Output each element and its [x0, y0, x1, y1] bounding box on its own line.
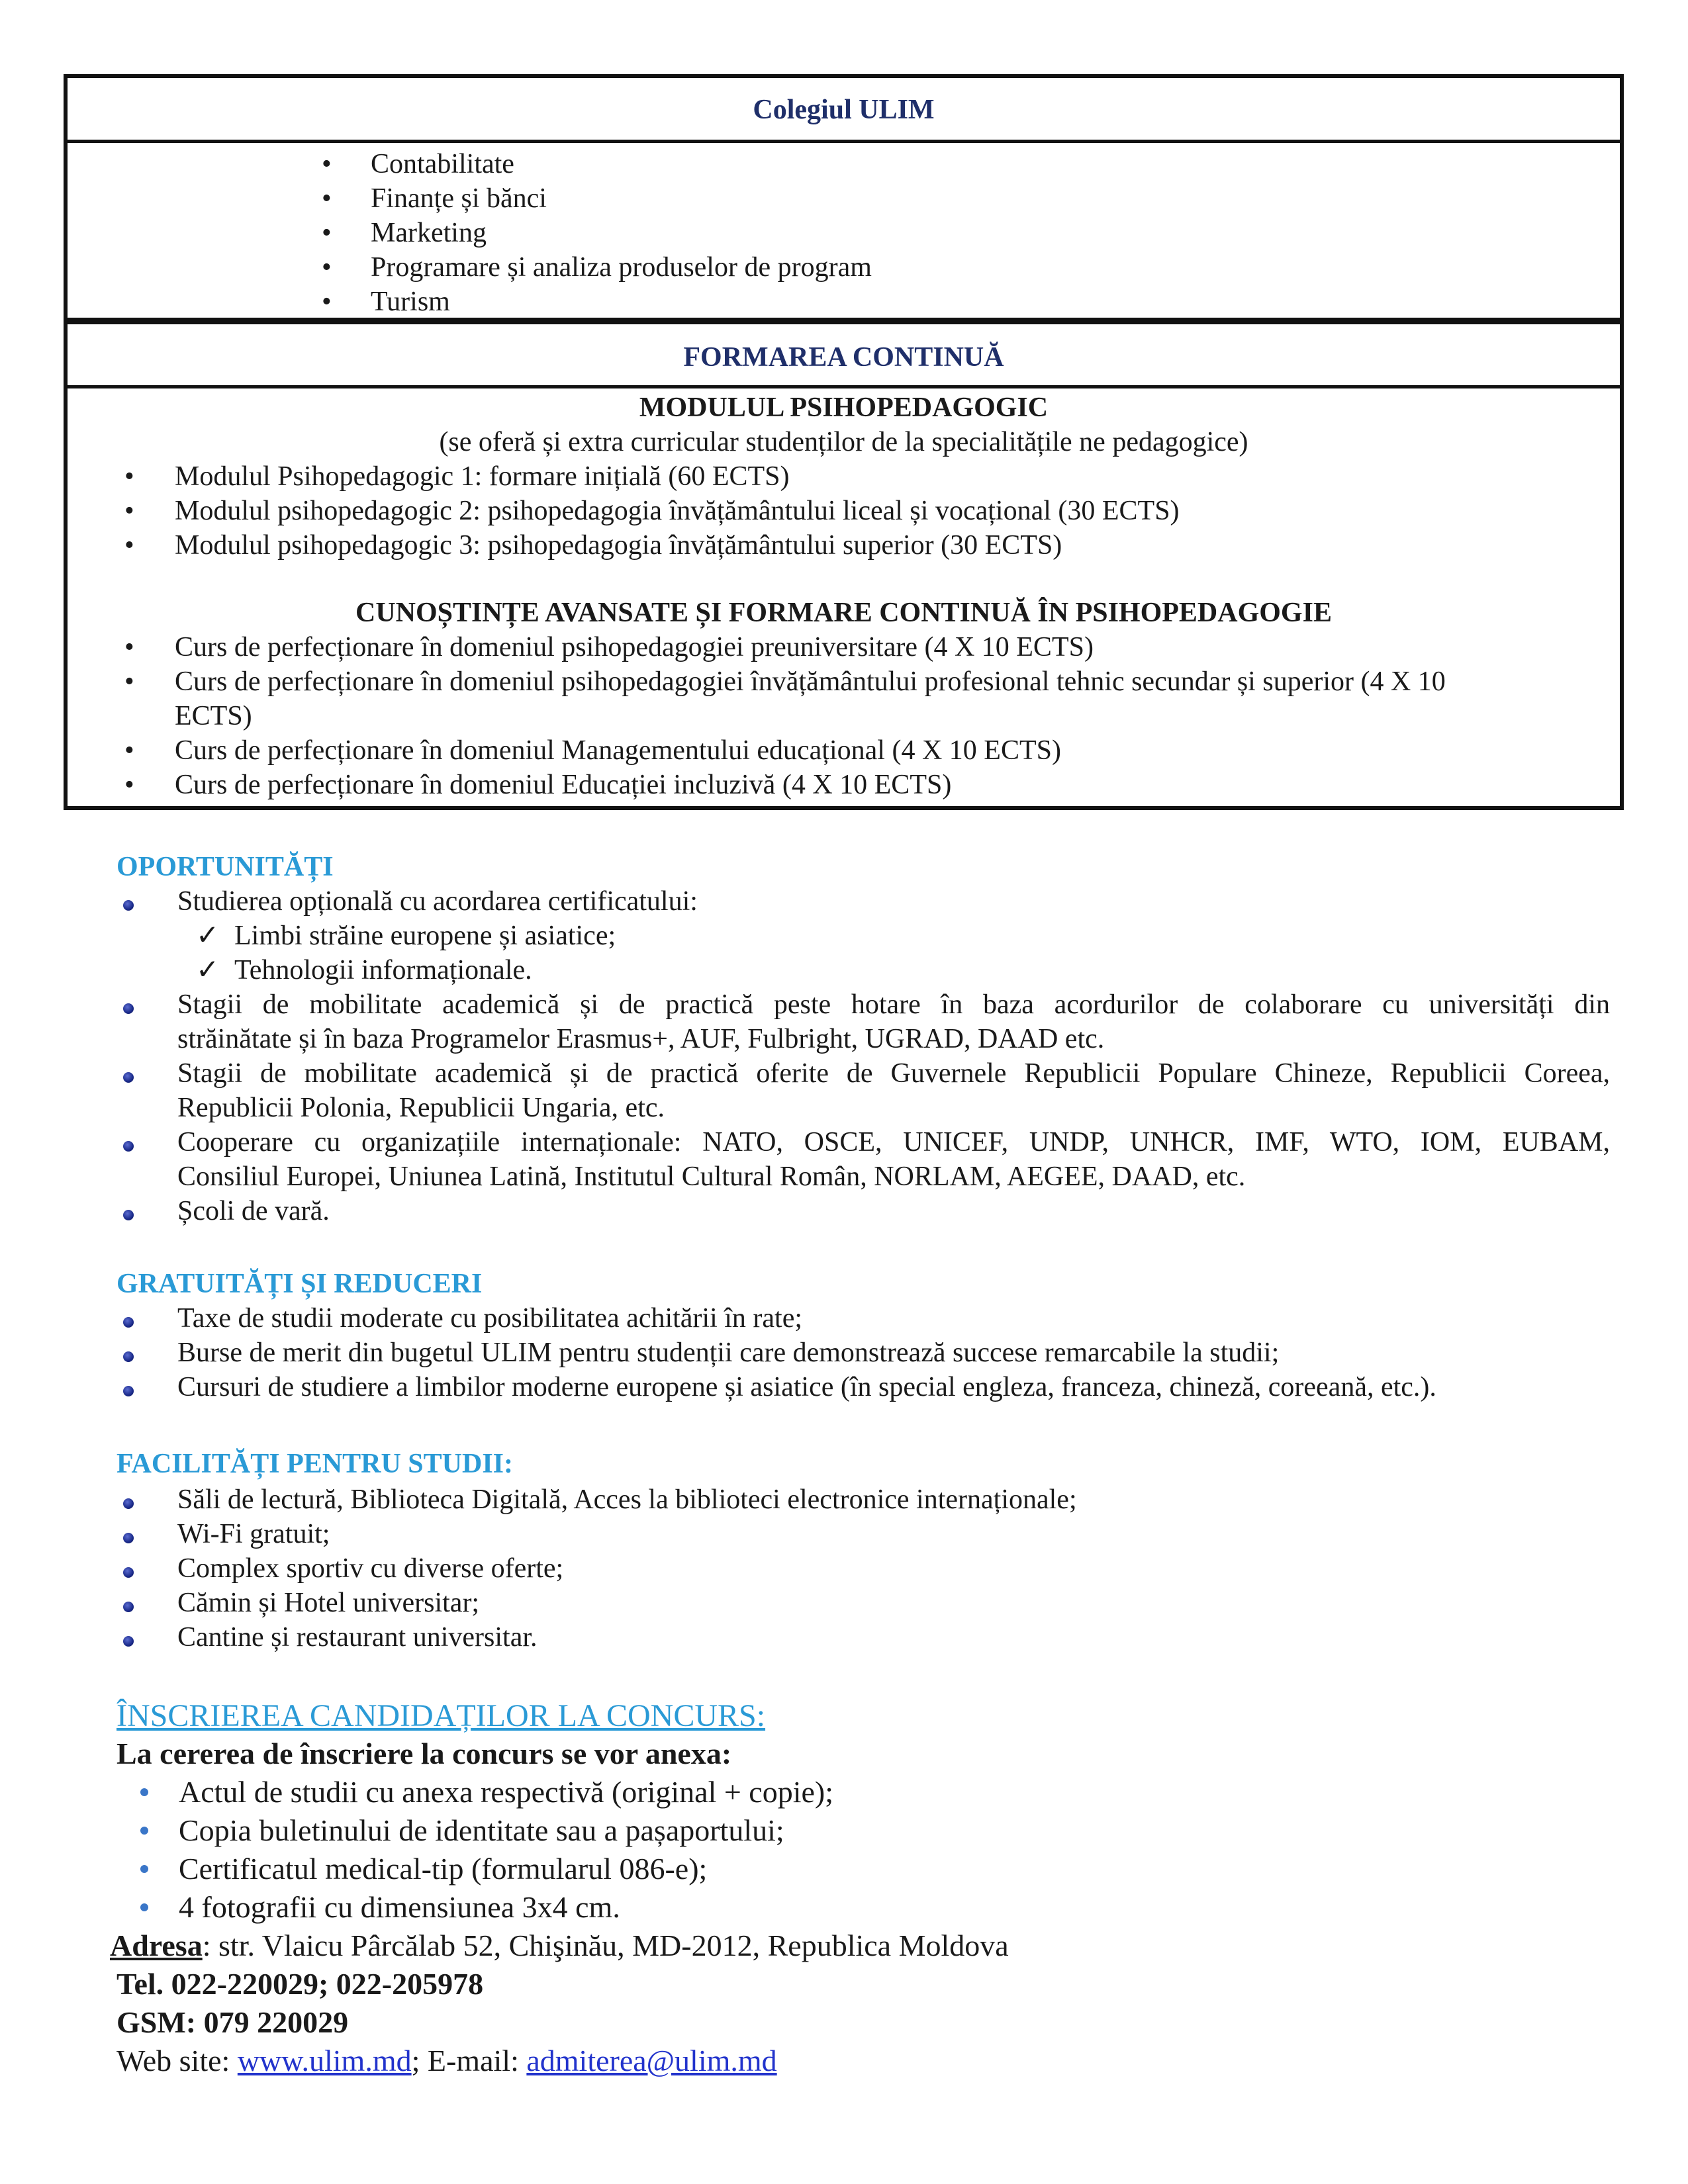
section-title-gratuitati: GRATUITĂȚI ȘI REDUCERI [117, 1269, 483, 1299]
bullet-icon [123, 1567, 134, 1578]
bullet-icon [123, 900, 134, 911]
advanced-title: CUNOȘTINȚE AVANSATE ȘI FORMARE CONTINUĂ ÎN PSIHOPEDAGOGIE [355, 598, 1332, 628]
bullet-icon [123, 1386, 134, 1396]
section-title-oportunitati: OPORTUNITĂȚI [117, 852, 334, 882]
bullet-icon [140, 1788, 148, 1796]
list-item: Copia buletinului de identitate sau a pașaportului; [179, 1813, 784, 1847]
list-item-continuation: Republicii Polonia, Republicii Ungaria, etc. [177, 1093, 665, 1123]
bullet-icon [140, 1827, 148, 1835]
gsm-line: GSM: 079 220029 [117, 2005, 349, 2039]
list-item: Wi-Fi gratuit; [177, 1519, 330, 1549]
list-item-continuation: ECTS) [175, 701, 252, 731]
module-note: (se oferă și extra curricular studenților de la specialitățile ne pedagogice) [439, 427, 1248, 457]
section-title-facilitati: FACILITĂȚI PENTRU STUDII: [117, 1449, 513, 1479]
bullet-icon [140, 1903, 148, 1911]
bullet-icon [123, 1636, 134, 1647]
list-item: Săli de lectură, Biblioteca Digitală, Acces la biblioteci electronice internaționale; [177, 1484, 1077, 1515]
list-item: Cantine și restaurant universitar. [177, 1622, 538, 1653]
bullet-icon [123, 1498, 134, 1509]
list-item: Taxe de studii moderate cu posibilitatea achitării în rate; [177, 1303, 803, 1334]
college-title: Colegiul ULIM [753, 95, 935, 125]
list-item: ✓ Tehnologii informaționale. [196, 955, 532, 985]
divider [68, 140, 1620, 143]
list-item: Stagii de mobilitate academică și de practică peste hotare în baza acordurilor de colaborare cu universități din [177, 989, 1610, 1020]
list-item: Actul de studii cu anexa respectivă (original + copie); [179, 1775, 834, 1809]
web-line [117, 2042, 777, 2079]
formare-table: FORMAREA CONTINUĂ MODULUL PSIHOPEDAGOGIC (se oferă și extra curricular studenților de la specialitățile ne pedagogice) • Modulul Psihopedagogic 1: formare inițială (60 ECTS) • Modulul psihopedagogic 2: psihopedagogia învățământului liceal și vocațional (30 ECTS) • Modulul psihopedagogic 3: psihopedagogia învățământului superior (30 ECTS) CUNOȘTINȚE AVANSATE ȘI FORMARE CONTINUĂ ÎN PSIHOPEDAGOGIE • Curs de perfecționare în domeniul psihopedagogiei preuniversitare (4 X 10 ECTS) • Curs de perfecționare în domeniul psihopedagogiei învățământului profesional tehnic secundar și superior (4 X 10 ECTS) • Curs de perfecționare în domeniul Managementului educațional (4 X 10 ECTS) • Curs de perfecționare în domeniul Educației incluzivă (4 X 10 ECTS) [64, 320, 1624, 810]
list-item: Cămin și Hotel universitar; [177, 1588, 480, 1618]
checkmark-icon: ✓ [196, 955, 220, 985]
module-title: MODULUL PSIHOPEDAGOGIC [639, 392, 1049, 423]
address-label: Adresa [110, 1929, 203, 1962]
list-item: Burse de merit din bugetul ULIM pentru studenții care demonstrează succese remarcabile la studii; [177, 1338, 1280, 1368]
checkmark-icon: ✓ [196, 921, 220, 951]
list-item-continuation: străinătate și în baza Programelor Erasmus+, AUF, Fulbright, UGRAD, DAAD etc. [177, 1024, 1105, 1054]
list-item-continuation: Consiliul Europei, Uniunea Latină, Institutul Cultural Român, NORLAM, AEGEE, DAAD, etc. [177, 1161, 1246, 1192]
college-table: Colegiul ULIM • Contabilitate • Finanțe și bănci • Marketing • Programare și analiza produselor de program • Turism [64, 74, 1624, 322]
list-item: Cooperare cu organizațiile internaționale: NATO, OSCE, UNICEF, UNDP, UNHCR, IMF, WTO, IOM, EUBAM, [177, 1127, 1610, 1158]
email-label: ; E-mail: [411, 2044, 527, 2077]
list-item: Certificatul medical-tip (formularul 086-e); [179, 1852, 708, 1886]
list-item: Complex sportiv cu diverse oferte; [177, 1553, 564, 1584]
bullet-icon [140, 1865, 148, 1873]
bullet-icon [123, 1533, 134, 1543]
list-item: 4 fotografii cu dimensiunea 3x4 cm. [179, 1890, 620, 1924]
web-label: Web site: [117, 2044, 238, 2077]
address-text: : str. Vlaicu Pârcălab 52, Chişinău, MD-2012, Republica Moldova [202, 1929, 1009, 1962]
bullet-icon [123, 1003, 134, 1014]
bullet-icon [123, 1072, 134, 1083]
bullet-icon [123, 1210, 134, 1220]
email-link[interactable]: admiterea@ulim.md [526, 2044, 777, 2077]
list-item: Studierea opțională cu acordarea certificatului: [177, 886, 698, 917]
list-item: Stagii de mobilitate academică și de practică oferite de Guvernele Republicii Populare Chineze, Republicii Coreea, [177, 1058, 1610, 1089]
list-item: Cursuri de studiere a limbilor moderne europene și asiatice (în special engleza, franceza, chineză, coreeană, etc.). [177, 1372, 1436, 1402]
website-link[interactable]: www.ulim.md [237, 2044, 412, 2077]
bullet-icon [123, 1141, 134, 1152]
divider [68, 385, 1620, 388]
inscriere-subtitle: La cererea de înscriere la concurs se vor anexa: [117, 1737, 732, 1770]
address-line [110, 1927, 1009, 1964]
phone-line: Tel. 022-220029; 022-205978 [117, 1967, 484, 2001]
formare-title: FORMAREA CONTINUĂ [683, 342, 1004, 373]
bullet-icon [123, 1351, 134, 1362]
list-item: Școli de vară. [177, 1196, 330, 1226]
list-item: ✓ Limbi străine europene și asiatice; [196, 921, 616, 951]
section-title-inscriere: ÎNSCRIEREA CANDIDAȚILOR LA CONCURS: [117, 1698, 766, 1733]
bullet-icon [123, 1317, 134, 1328]
bullet-icon [123, 1602, 134, 1612]
